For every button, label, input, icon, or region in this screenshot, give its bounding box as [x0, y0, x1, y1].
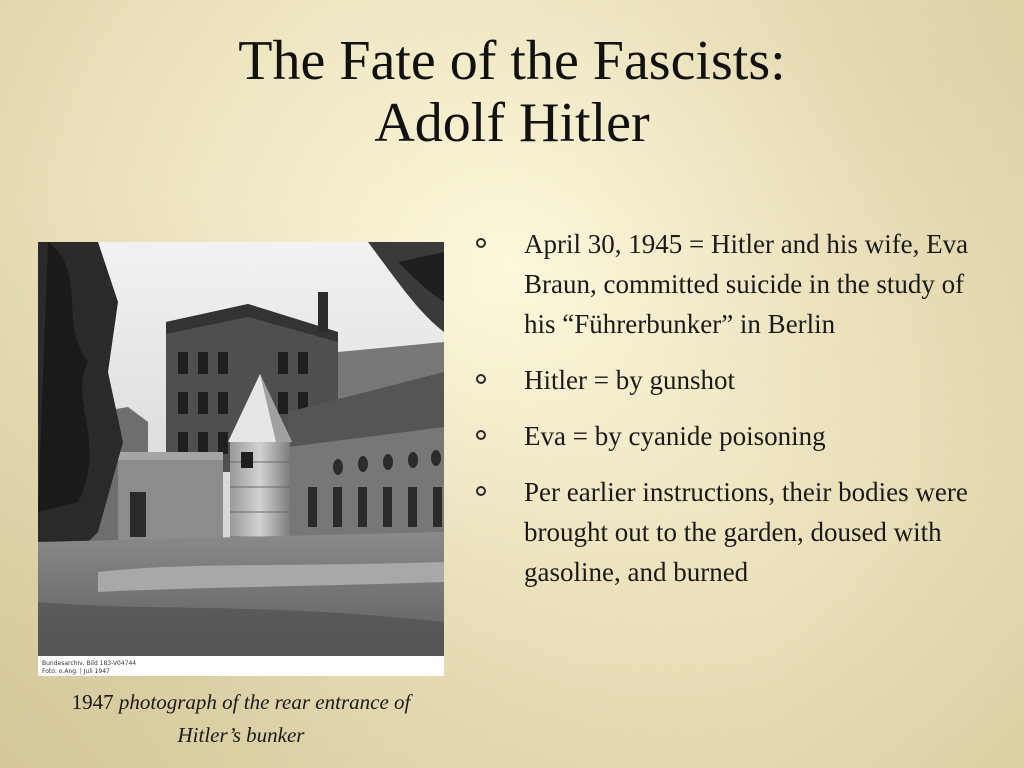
bullet-item-bodies: [470, 472, 1000, 592]
ring-bullet-icon: [476, 430, 486, 440]
bullet-text: Per earlier instructions, their bodies were brought out to the garden, doused with gasoline, and burned: [524, 477, 968, 587]
bullet-item-hitler: [470, 360, 1000, 400]
slide-title: [0, 30, 1024, 154]
ring-bullet-icon: [476, 486, 486, 496]
bullet-text: April 30, 1945 = Hitler and his wife, Eva Braun, committed suicide in the study of his “Führerbunker” in Berlin: [524, 229, 969, 339]
photo-caption-year: 1947: [71, 690, 114, 714]
bullet-text: Eva = by cyanide poisoning: [524, 421, 826, 451]
photo-caption-text: photograph of the rear entrance of Hitler’s bunker: [113, 690, 411, 747]
bullet-text: Hitler = by gunshot: [524, 365, 735, 395]
bunker-photograph: [38, 242, 444, 676]
photo-caption: [38, 686, 444, 752]
slide-title-line-2: Adolf Hitler: [374, 92, 650, 154]
bullet-item-date: [470, 224, 1000, 344]
archive-stamp-line-1: Bundesarchiv, Bild 183-V04744: [42, 660, 137, 667]
slide-title-line-1: The Fate of the Fascists:: [238, 30, 786, 92]
archive-stamp-line-2: Foto: o.Ang. | Juli 1947: [42, 668, 110, 675]
ring-bullet-icon: [476, 374, 486, 384]
bullet-item-eva: [470, 416, 1000, 456]
bullet-list: [470, 224, 1000, 608]
bunker-photo-image: [38, 242, 444, 676]
ring-bullet-icon: [476, 238, 486, 248]
